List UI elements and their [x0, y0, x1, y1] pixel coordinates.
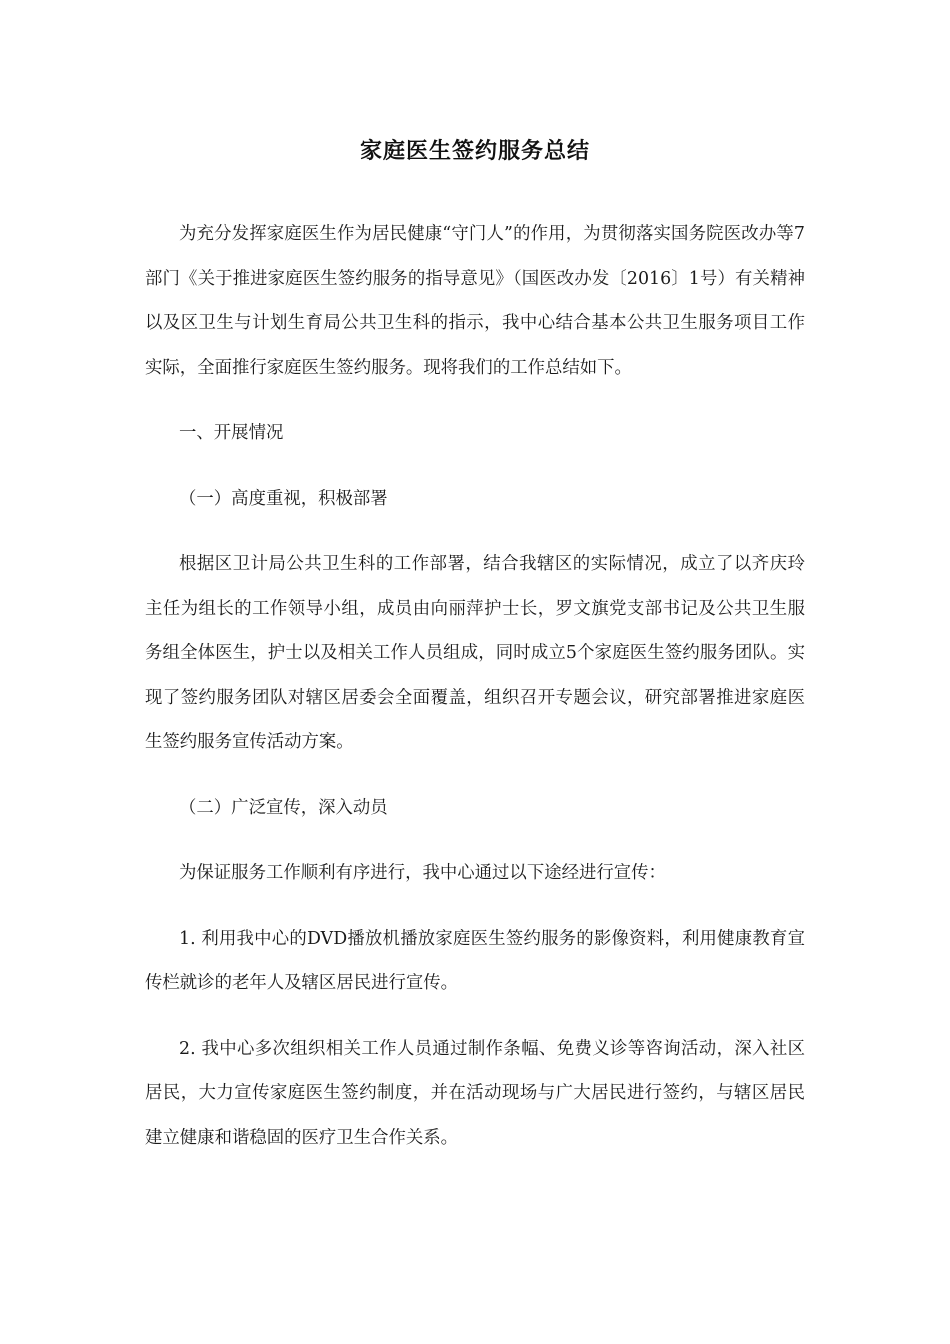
subsection-heading-2: （二）广泛宣传，深入动员 — [179, 797, 388, 818]
subsection-1-paragraph: 根据区卫计局公共卫生科的工作部署，结合我辖区的实际情况，成立了以齐庆玲主任为组长的工作领导小组，成员由向丽萍护士长，罗文旗党支部书记及公共卫生服务组全体医生，护士以及相关工作人员组成，同时成立5个家庭医生签约服务团队。实现了签约服务团队对辖区居委会全面覆盖，组织召开专题会议，研究部署推进家庭医生签约服务宣传活动方案。 — [145, 554, 805, 752]
section-heading-1: 一、开展情况 — [179, 423, 284, 443]
subsection-heading-1: （一）高度重视，积极部署 — [179, 488, 388, 509]
document-title: 家庭医生签约服务总结 — [359, 139, 590, 164]
subsection-2-intro: 为保证服务工作顺利有序进行，我中心通过以下途经进行宣传： — [179, 863, 666, 883]
intro-paragraph: 为充分发挥家庭医生作为居民健康“守门人”的作用，为贯彻落实国务院医改办等7部门《关于推进家庭医生签约服务的指导意见》（国医改办发〔2016〕1号）有关精神以及区卫生与计划生育局公共卫生科的指示，我中心结合基本公共卫生服务项目工作实际，全面推行家庭医生签约服务。现将我们的工作总结如下。 — [145, 224, 805, 378]
list-item-1: 1. 利用我中心的DVD播放机播放家庭医生签约服务的影像资料，利用健康教育宣传栏就诊的老年人及辖区居民进行宣传。 — [145, 928, 805, 993]
list-item-2: 2. 我中心多次组织相关工作人员通过制作条幅、免费义诊等咨询活动，深入社区居民，大力宣传家庭医生签约制度，并在活动现场与广大居民进行签约，与辖区居民建立健康和谐稳固的医疗卫生合作关系。 — [145, 1038, 805, 1148]
document-body — [145, 212, 805, 1181]
